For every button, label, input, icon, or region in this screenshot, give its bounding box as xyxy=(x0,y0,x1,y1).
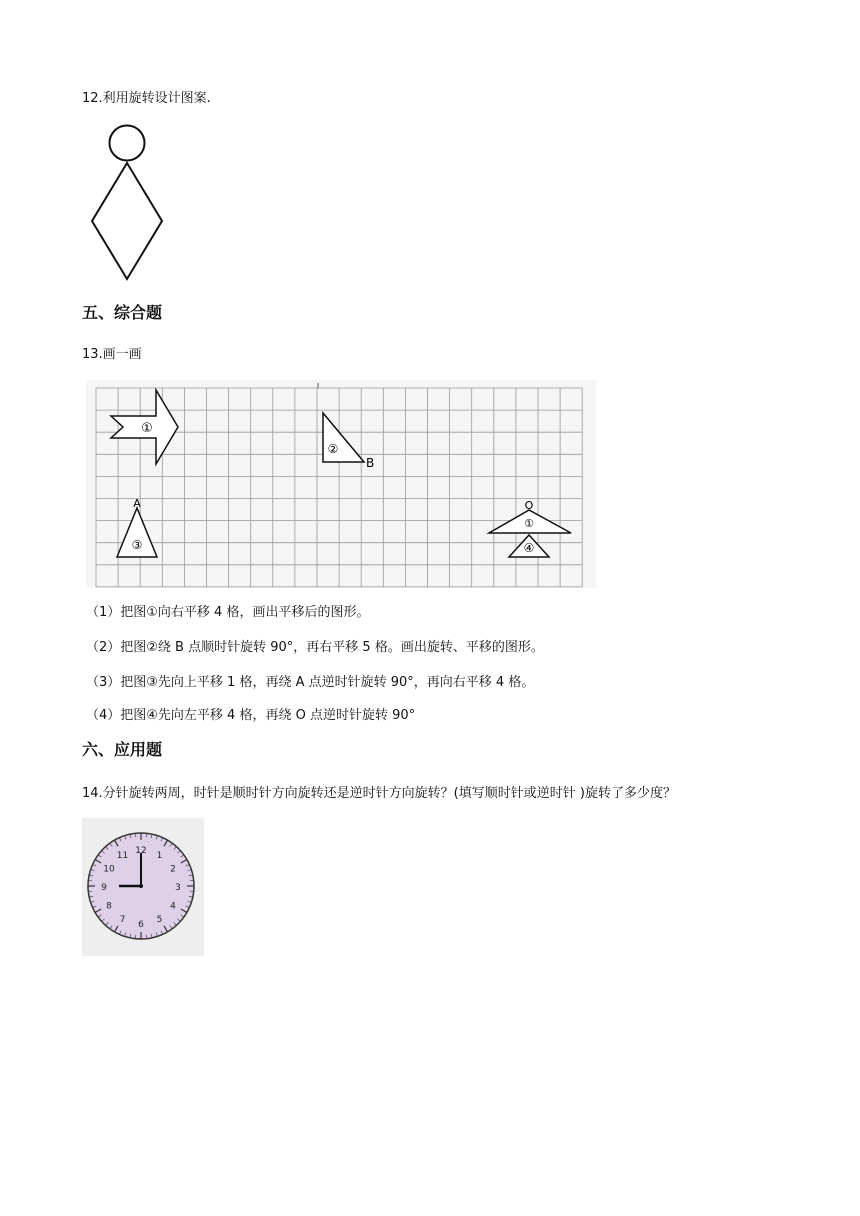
clock-number: 7 xyxy=(119,915,126,926)
clock-number: 8 xyxy=(106,901,112,912)
clock-number: 11 xyxy=(116,850,129,861)
clock-number: 12 xyxy=(135,846,147,856)
figure-3-label: ③ xyxy=(131,538,143,552)
clock-number: 5 xyxy=(156,915,163,926)
point-b-label: B xyxy=(366,456,375,470)
subquestion-2: （2）把图②绕 B 点顺时针旋转 90°，再右平移 5 格。画出旋转、平移的图形。 xyxy=(86,640,544,655)
section-6-title: 六、应用题 xyxy=(82,740,163,759)
point-a-label: A xyxy=(133,497,141,510)
subquestion-4: （4）把图④先向左平移 4 格，再绕 O 点逆时针旋转 90° xyxy=(86,708,416,723)
clock-number: 1 xyxy=(156,850,163,861)
question-13-text: 13.画一画 xyxy=(82,347,142,362)
figure-4-top-label: ① xyxy=(524,517,534,530)
clock-center xyxy=(139,884,143,888)
clock-figure xyxy=(82,818,204,956)
pattern-circle xyxy=(110,126,145,161)
figure-4-label: ④ xyxy=(523,541,535,555)
clock-number: 9 xyxy=(101,883,107,893)
pattern-diamond xyxy=(92,163,162,279)
figure-1-label: ① xyxy=(141,421,153,436)
subquestion-3: （3）把图③先向上平移 1 格，再绕 A 点逆时针旋转 90°，再向右平移 4 格。 xyxy=(86,675,535,690)
clock-number: 6 xyxy=(138,920,144,930)
translation-grid-figure xyxy=(86,380,596,588)
figure-2-label: ② xyxy=(327,442,339,456)
clock-number: 3 xyxy=(175,883,181,893)
clock-number: 4 xyxy=(170,901,176,912)
clock-number: 10 xyxy=(103,864,115,875)
rotation-pattern-figure xyxy=(86,122,168,286)
question-14-text: 14.分针旋转两周，时针是顺时针方向旋转还是逆时针方向旋转？(填写顺时针或逆时针 )旋转了多少度？ xyxy=(82,786,676,801)
subquestion-1: （1）把图①向右平移 4 格，画出平移后的图形。 xyxy=(86,605,370,620)
point-o-label: O xyxy=(524,499,534,512)
question-12-text: 12.利用旋转设计图案. xyxy=(82,91,211,106)
clock-number: 2 xyxy=(170,864,176,875)
section-5-title: 五、综合题 xyxy=(82,303,163,322)
